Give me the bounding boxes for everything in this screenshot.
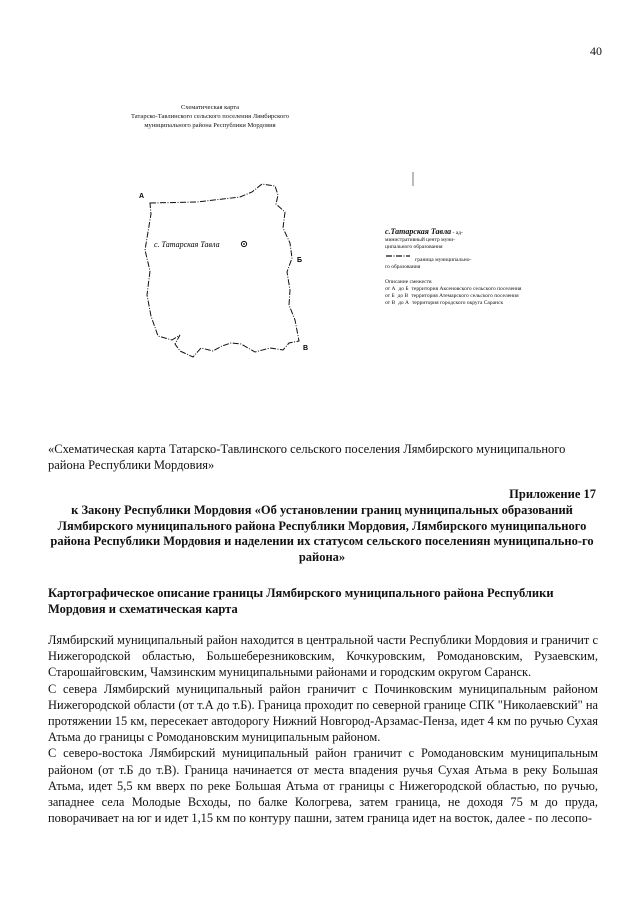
legend-row [385, 300, 525, 307]
legend-boundary-desc: го образования [385, 264, 421, 270]
legend-row-to: до А [398, 300, 410, 306]
point-label-v: В [303, 345, 309, 352]
legend-place-desc: - ад- [452, 230, 463, 236]
map-title-line: Схематическая карта [180, 104, 240, 111]
page-number: 40 [590, 44, 602, 58]
map-legend [385, 228, 525, 307]
paragraph: Лямбирский муниципальный район находится в центральной части Республики Мордовия и граничит с Нижегородской областью, Большеберезниковским, Кочкуровским, Ромодановским, Рузаевским, Старошайговским, Чамзинским муниципальными районами и городским округом Саранск. [48, 633, 598, 680]
point-label-a: А [139, 193, 145, 200]
legend-row-from: от А [385, 286, 396, 292]
schematic-map [0, 0, 640, 430]
legend-row-text: территория Аксеновского сельского поселения [411, 286, 522, 292]
section-heading: Картографическое описание границы Лямбирского муниципального района Республики Мордовия и схематическая карта [48, 586, 554, 616]
legend-row-from: от Б [385, 293, 395, 299]
map-caption: «Схематическая карта Татарско-Тавлинского сельского поселения Лямбирского муниципального района Республики Мордовия» [48, 442, 566, 472]
body-text [48, 632, 598, 826]
legend-boundary-desc: граница муниципально- [415, 257, 472, 263]
paragraph: С севера Лямбирский муниципальный район граничит с Починковским муниципальным районом Нижегородской области (от т.А до т.Б). Граница проходит по северной границе СПК "Николаевский" на протяжении 15 км, пересекает автодорогу Нижний Новгород-Арзамас-Пенза, идет 4 км по ручью Сухая Атьма до границы с Ромодановским муниципальным районом. [48, 681, 598, 745]
legend-row-text: территория Атемарского сельского поселения [411, 293, 519, 299]
legend-row-to: до Б [398, 286, 409, 292]
legend-row-text: территория городского округа Саранск [412, 300, 504, 306]
settlement-label: с. Татарская Тавла [154, 240, 220, 249]
map-title-line: муниципального района Республики Мордовия [144, 122, 276, 129]
legend-place-desc: министративный центр муни- [385, 237, 456, 243]
legend-place-name: с.Татарская Тавла [385, 227, 452, 236]
legend-row [385, 293, 525, 300]
appendix-title: к Закону Республики Мордовия «Об установлении границ муниципальных образований Лямбирского муниципального района Республики Мордовия, Лямбирского муниципального района Республики Мордовия и наделении их статусом сельского поселениян муниципально-го района» [50, 503, 594, 564]
legend-row [385, 286, 525, 293]
legend-place-desc: ципального образования [385, 244, 443, 250]
legend-row-from: от В [385, 300, 396, 306]
paragraph: С северо-востока Лямбирский муниципальный район граничит с Ромодановским муниципальным районом (от т.Б до т.В). Граница начинается от места впадения ручья Сухая Атьма в реку Большая Атьма, идет 5,5 км вверх по реке Большая Атьма от границы с Нижегородской областью, по ручью, западнее села Молодые Всходы, по балке Кологрева, затем граница, не доходя 75 м до пруда, поворачивает на юг и идет 1,15 км по контуру пашни, затем граница идет на восток, далее - по лесопо- [48, 746, 598, 826]
legend-row-to: до В [397, 293, 409, 299]
point-label-b: Б [297, 257, 303, 264]
legend-adjacency-title: Описание смежеств [385, 279, 432, 285]
map-title-line: Татарско-Тавлинского сельского поселения Лямбирского [130, 113, 290, 120]
boundary-line [145, 184, 299, 357]
appendix-number: Приложение 17 [509, 487, 596, 501]
